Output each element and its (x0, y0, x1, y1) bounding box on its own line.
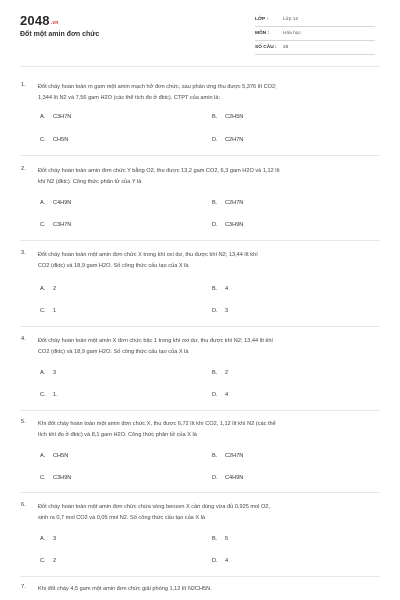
option-b[interactable]: B. 2 (212, 370, 229, 376)
option-b[interactable]: B. 5 (212, 536, 229, 542)
meta-class (255, 14, 375, 27)
document-header (0, 0, 400, 64)
option-d[interactable]: D. 4 (212, 558, 229, 564)
option-c[interactable]: C. C3H7N (40, 222, 72, 228)
question-stem: Đốt cháy hoàn toàn một amin X đơn chức bậc 1 trong khí oxi dư, thu được khí N2; 13,44 lít khí CO2 (đktc) và 18,9 gam H2O. Số công thức cấu tạo của X là (38, 338, 273, 355)
question-divider (20, 576, 380, 577)
option-c[interactable]: C. 1 (40, 308, 57, 314)
question-number: 6. (21, 502, 26, 508)
meta-question-count (255, 42, 375, 55)
site-logo[interactable] (20, 13, 59, 28)
option-c[interactable]: C. CH5N (40, 137, 69, 143)
option-b[interactable]: B. 4 (212, 286, 229, 292)
option-a[interactable]: A. CH5N (40, 453, 69, 459)
meta-count-label: SỐ CÂU : (255, 45, 277, 50)
question-divider (20, 240, 380, 241)
question-number: 3. (21, 250, 26, 256)
question-divider (20, 326, 380, 327)
option-d[interactable]: D. 4 (212, 392, 229, 398)
option-a[interactable]: A. 2 (40, 286, 57, 292)
option-a[interactable]: A. 3 (40, 536, 57, 542)
question-number: 7. (21, 584, 26, 590)
option-b[interactable]: B. C2H7N (212, 200, 244, 206)
option-d[interactable]: D. C3H9N (212, 222, 244, 228)
question-number: 4. (21, 336, 26, 342)
question-stem: Đốt cháy hoàn toàn một amin đơn chức chứa vòng benzen X cần dùng vừa đủ 0,925 mol O2, sinh ra 0,7 mol CO2 và 0,05 mol N2. Số công thức cấu tạo của X là (38, 504, 270, 521)
option-b[interactable]: B. C2H5N (212, 114, 244, 120)
question-number: 2. (21, 166, 26, 172)
question-number: 5. (21, 419, 26, 425)
question-divider (20, 492, 380, 493)
document-title: Đốt một amin đơn chức (20, 31, 100, 38)
option-a[interactable]: A. C4H9N (40, 200, 72, 206)
meta-count-value: 28 (283, 45, 289, 50)
question-stem: Khi đốt cháy hoàn toàn một amin đơn chức X, thu được 6,72 lít khí CO2, 1,12 lít khí N2 (các thể tích khí đo ở đktc) và 8,1 gam H2O. Công thức phân tử của X là (38, 421, 276, 438)
meta-subject-value: Hóa học (283, 31, 301, 36)
question-number: 1. (21, 82, 26, 88)
option-a[interactable]: A. 3 (40, 370, 57, 376)
question-divider (20, 155, 380, 156)
question-stem: Khi đốt cháy 4,5 gam một amin đơn chức giải phóng 1,12 lít N2CH5N. (38, 586, 212, 592)
question-stem: Đốt cháy hoàn toàn một amin đơn chức X trong khí oxi dư, thu được khí N2; 13,44 lít khí CO2 (đktc) và 18,9 gam H2O. Số công thức cấu tạo của X là (38, 252, 258, 269)
header-divider (20, 66, 380, 67)
option-d[interactable]: D. C4H9N (212, 475, 244, 481)
logo-text: 2048 (20, 13, 50, 28)
meta-subject (255, 28, 375, 41)
option-c[interactable]: C. 2 (40, 558, 57, 564)
question-divider (20, 410, 380, 411)
question-stem: Đốt cháy hoàn toàn m gam một amin mạch hở đơn chức, sau phản ứng thu được 5,376 lít CO2; 1,344 lít N2 và 7,56 gam H2O (các thể tích đo ở đktc). CTPT của amin là: (38, 84, 277, 101)
option-d[interactable]: D. C2H7N (212, 137, 244, 143)
meta-class-value: Lớp 12 (283, 17, 299, 22)
option-c[interactable]: C. 1. (40, 392, 58, 398)
question-stem: Đốt cháy hoàn toàn amin đơn chức Y bằng O2, thu được 13,2 gam CO2, 6,3 gam H2O và 1,12 lít khí N2 (đktc). Công thức phân tử của Y là (38, 168, 280, 185)
logo-tld: .vn (50, 20, 59, 26)
option-d[interactable]: D. 3 (212, 308, 229, 314)
meta-class-label: LỚP : (255, 17, 269, 22)
option-a[interactable]: A. C3H7N (40, 114, 72, 120)
option-b[interactable]: B. C2H7N (212, 453, 244, 459)
meta-subject-label: MÔN : (255, 31, 270, 36)
option-c[interactable]: C. C3H9N (40, 475, 72, 481)
